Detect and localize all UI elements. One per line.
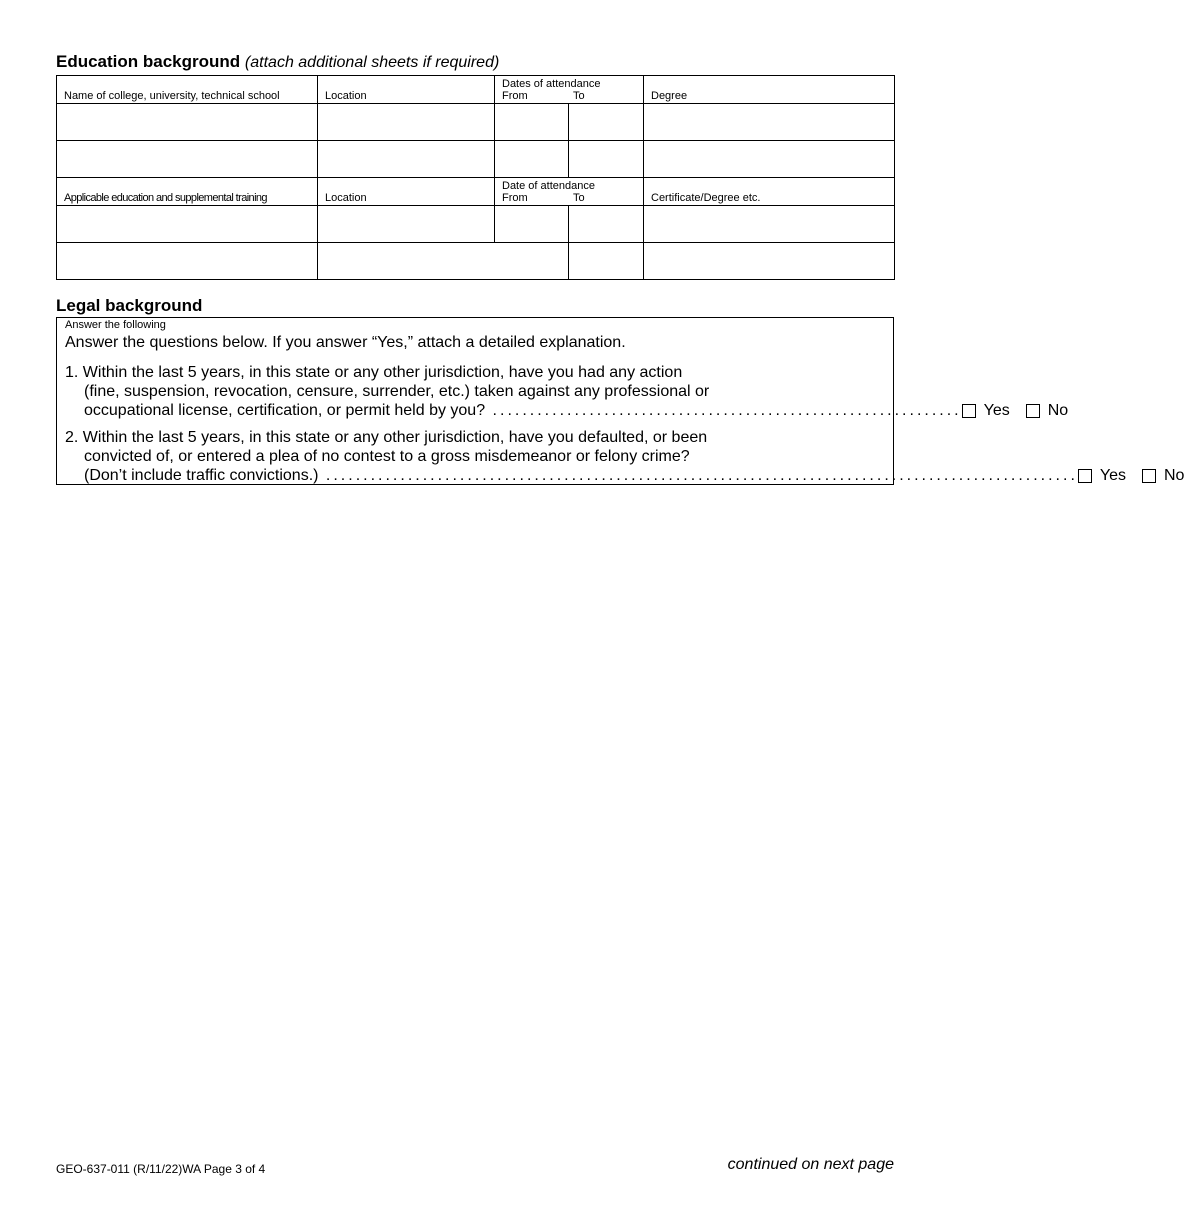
school-degree-field[interactable] [644,141,895,178]
legal-box [56,317,1184,485]
question-2-line-3: (Don’t include traffic convictions.) [84,467,319,484]
training-header-degree: Certificate/Degree etc. [644,178,895,206]
question-1-line-2: (fine, suspension, revocation, censure, surrender, etc.) taken against any professional or [84,383,710,400]
legal-title: Legal background [56,296,203,315]
header-from: From [502,90,528,102]
school-degree-field[interactable] [644,104,895,141]
training-header-dates [495,178,644,206]
training-location-field[interactable] [318,243,569,280]
question-2-no-checkbox[interactable] [1142,469,1156,483]
school-to-field[interactable] [569,141,644,178]
school-name-field[interactable] [57,141,318,178]
header-dates [495,76,644,104]
training-header-to: To [573,192,585,204]
question-1-line-3: occupational license, certification, or permit held by you? [84,402,486,419]
question-2-no-option[interactable] [1142,466,1184,485]
question-2 [65,428,1184,485]
training-header-location: Location [318,178,495,206]
question-1-yes-option[interactable] [962,401,1010,420]
training-name-field[interactable] [57,206,318,243]
training-location-field[interactable] [318,206,495,243]
training-degree-field[interactable] [644,206,895,243]
education-title: Education background [56,52,241,71]
legal-intro: Answer the questions below. If you answer “Yes,” attach a detailed explanation. [65,334,626,351]
question-2-yes-checkbox[interactable] [1078,469,1092,483]
question-2-yes-option[interactable] [1078,466,1126,485]
header-name: Name of college, university, technical school [57,76,318,104]
header-dates-label: Dates of attendance [502,78,601,90]
school-location-field[interactable] [318,104,495,141]
question-1-line-1: 1. Within the last 5 years, in this state or any other jurisdiction, have you had any action [65,364,683,381]
school-from-field[interactable] [495,104,569,141]
school-to-field[interactable] [569,104,644,141]
education-row [57,104,895,141]
no-label: No [1164,467,1184,484]
training-name-field[interactable] [57,243,318,280]
question-1-yes-checkbox[interactable] [962,404,976,418]
question-2-line-1: 2. Within the last 5 years, in this state or any other jurisdiction, have you defaulted, or been [65,429,708,446]
training-to-field[interactable] [569,206,644,243]
yes-label: Yes [983,402,1010,419]
school-name-field[interactable] [57,104,318,141]
training-header-from: From [502,192,528,204]
training-header-row [57,178,895,206]
question-1-no-checkbox[interactable] [1026,404,1040,418]
legal-box-label: Answer the following [65,319,166,331]
continued-note: continued on next page [727,1156,894,1173]
training-degree-field[interactable] [644,243,895,280]
training-to-field[interactable] [569,243,644,280]
legal-section-title [56,296,202,316]
question-1 [65,363,1069,420]
header-degree: Degree [644,76,895,104]
school-location-field[interactable] [318,141,495,178]
training-header-name: Applicable education and supplemental training [57,178,318,206]
education-subtitle: (attach additional sheets if required) [244,54,500,71]
training-row [57,206,895,243]
leader-dots: ..................................................................................................... [318,467,1078,484]
question-1-no-option[interactable] [1026,401,1068,420]
question-2-line-2: convicted of, or entered a plea of no contest to a gross misdemeanor or felony crime? [84,448,690,465]
education-header-row [57,76,895,104]
education-row [57,141,895,178]
form-id: GEO-637-011 (R/11/22)WA Page 3 of 4 [56,1162,266,1176]
training-from-field[interactable] [495,206,569,243]
yes-label: Yes [1099,467,1126,484]
leader-dots: ............................................................... [485,402,962,419]
training-header-dates-label: Date of attendance [502,180,595,192]
header-location: Location [318,76,495,104]
no-label: No [1047,402,1069,419]
education-section-title [56,52,499,72]
education-table [56,75,895,280]
header-to: To [573,90,585,102]
school-from-field[interactable] [495,141,569,178]
training-row [57,243,895,280]
